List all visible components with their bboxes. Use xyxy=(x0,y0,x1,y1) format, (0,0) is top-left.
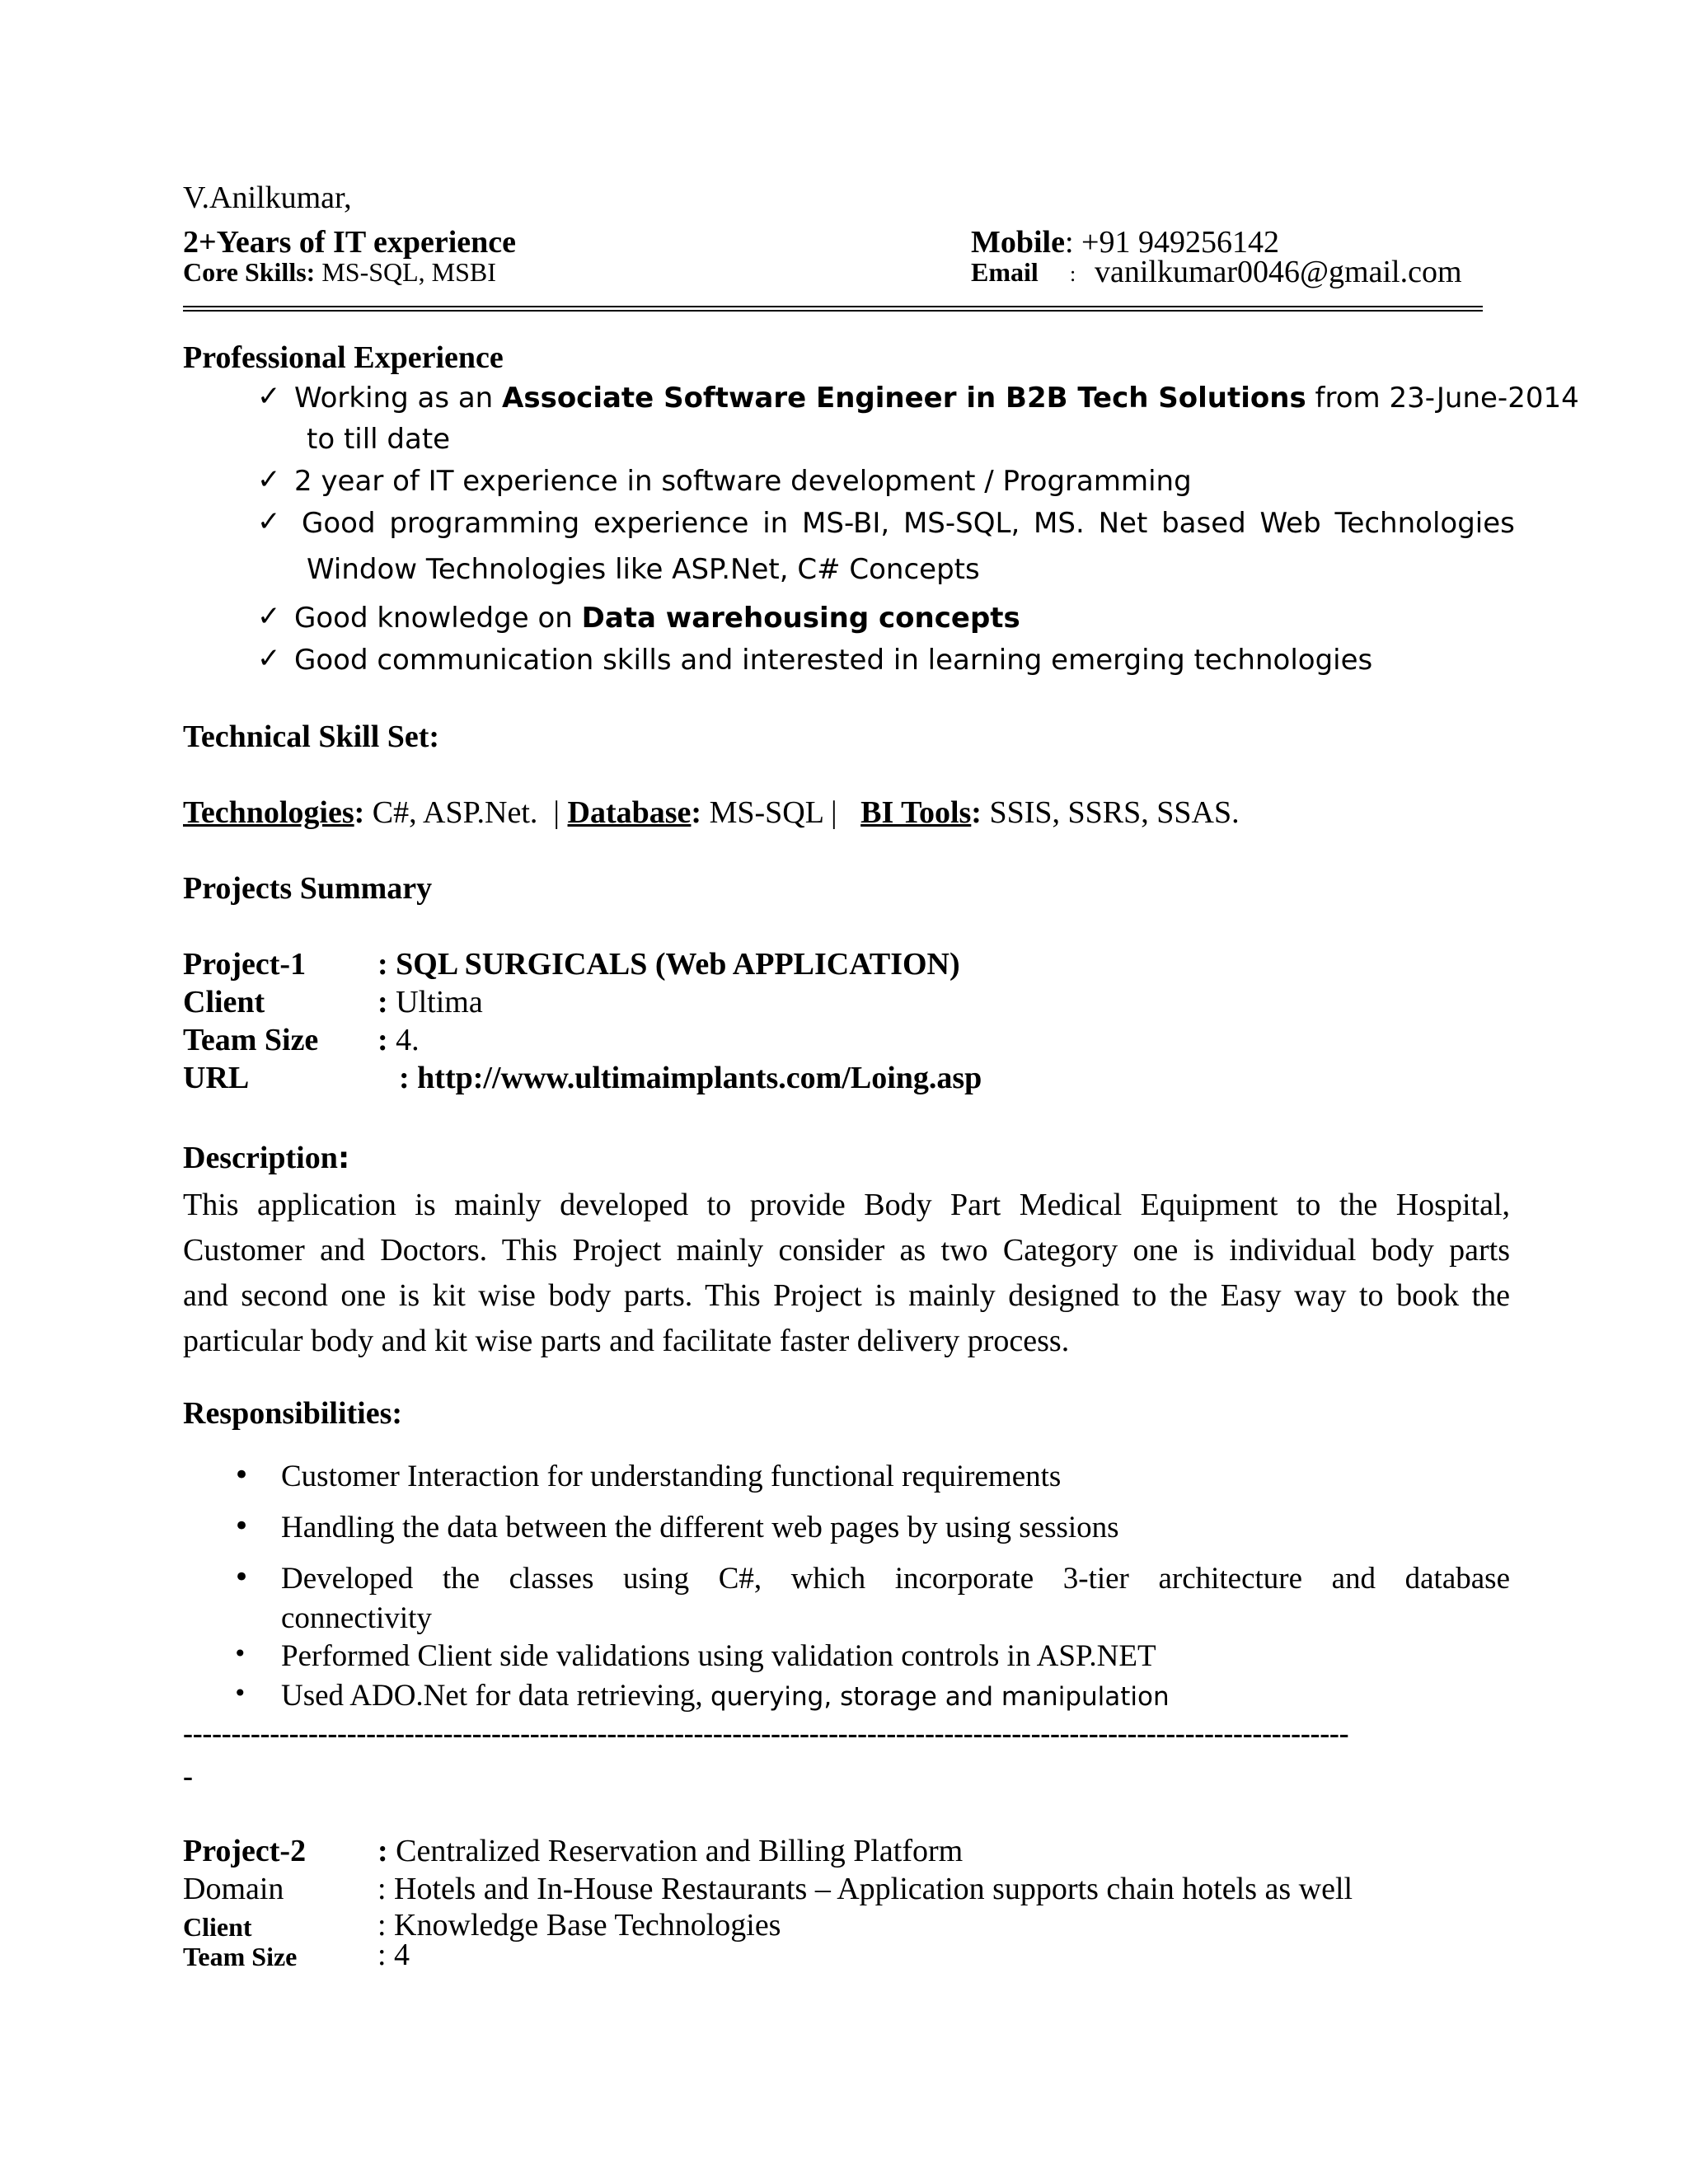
responsibility-5: Used ADO.Net for data retrieving, querying, storage and manipulation xyxy=(281,1679,1170,1713)
bi-tools-label: BI Tools xyxy=(860,795,972,830)
experience-summary: 2+Years of IT experience xyxy=(183,225,517,260)
experience-item-5: Good communication skills and interested in learning emerging technologies xyxy=(294,644,1373,677)
core-skills-label: Core Skills: xyxy=(183,257,316,287)
project2-domain-value: : Hotels and In-House Restaurants – Application supports chain hotels as well xyxy=(377,1872,1353,1906)
header-rule-bottom xyxy=(183,310,1483,312)
responsibility-2: Handling the data between the different web pages by using sessions xyxy=(281,1511,1119,1544)
project1-team-label: Team Size xyxy=(183,1023,319,1057)
experience-item-3-cont: Window Technologies like ASP.Net, C# Concepts xyxy=(307,553,980,586)
bullet-icon: • xyxy=(233,1561,251,1594)
header-rule-top xyxy=(183,306,1483,307)
description-title: Description: xyxy=(183,1141,350,1175)
technical-skills-line: Technologies: C#, ASP.Net. | Database: MS-SQL | BI Tools: SSIS, SSRS, SSAS. xyxy=(183,795,1240,830)
responsibilities-title: Responsibilities: xyxy=(183,1396,403,1431)
project1-client-label: Client xyxy=(183,985,265,1019)
project1-team-value: : 4. xyxy=(377,1023,420,1057)
section-separator: ------------------------------------------------------------------------------------------------------------------------- xyxy=(183,1717,1349,1750)
project2-client-label: Client xyxy=(183,1912,252,1942)
section-title-technical-skills: Technical Skill Set: xyxy=(183,719,440,754)
technologies-label: Technologies xyxy=(183,795,354,830)
mobile-value: : +91 949256142 xyxy=(1064,225,1279,260)
description-line-3: and second one is kit wise body parts. This Project is mainly designed to the Easy way to book the xyxy=(183,1278,1510,1313)
check-icon: ✓ xyxy=(257,505,281,538)
mobile-label: Mobile xyxy=(971,225,1065,260)
bi-tools-value: SSIS, SSRS, SSAS. xyxy=(981,795,1240,830)
project2-client-value: : Knowledge Base Technologies xyxy=(377,1908,781,1943)
description-line-1: This application is mainly developed to provide Body Part Medical Equipment to the Hospital, xyxy=(183,1188,1510,1222)
bullet-icon: • xyxy=(233,1510,251,1543)
technologies-value: C#, ASP.Net. | xyxy=(364,795,568,830)
responsibility-3-cont: connectivity xyxy=(281,1601,432,1635)
candidate-name: V.Anilkumar, xyxy=(183,180,352,215)
responsibility-3: Developed the classes using C#, which incorporate 3-tier architecture and database xyxy=(281,1562,1510,1596)
check-icon: ✓ xyxy=(257,642,281,675)
project1-label: Project-1 xyxy=(183,947,307,982)
project1-value: : SQL SURGICALS (Web APPLICATION) xyxy=(377,947,960,982)
bullet-icon: • xyxy=(233,1680,247,1707)
experience-item-3: Good programming experience in MS-BI, MS-SQL, MS. Net based Web Technologies xyxy=(302,507,1515,540)
project1-url-label: URL xyxy=(183,1061,250,1095)
check-icon: ✓ xyxy=(257,380,281,413)
project2-label: Project-2 xyxy=(183,1834,307,1868)
project2-team-value: : 4 xyxy=(377,1938,410,1972)
project1-url-value: : http://www.ultimaimplants.com/Loing.asp xyxy=(399,1061,982,1095)
experience-item-1: Working as an Associate Software Engineer in B2B Tech Solutions from 23-June-2014 xyxy=(294,382,1579,415)
project2-team-label: Team Size xyxy=(183,1942,298,1971)
database-label: Database xyxy=(567,795,692,830)
bullet-icon: • xyxy=(233,1640,247,1667)
experience-item-4: Good knowledge on Data warehousing concepts xyxy=(294,602,1020,635)
section-separator-tail: - xyxy=(183,1760,193,1793)
check-icon: ✓ xyxy=(257,600,281,633)
responsibility-4: Performed Client side validations using validation controls in ASP.NET xyxy=(281,1639,1156,1673)
description-line-2: Customer and Doctors. This Project mainly consider as two Category one is individual body parts xyxy=(183,1233,1510,1268)
check-icon: ✓ xyxy=(257,463,281,496)
experience-item-1-cont: to till date xyxy=(307,423,451,456)
project1-client-value: : Ultima xyxy=(377,985,483,1019)
responsibility-1: Customer Interaction for understanding functional requirements xyxy=(281,1460,1062,1493)
description-line-4: particular body and kit wise parts and facilitate faster delivery process. xyxy=(183,1324,1070,1358)
section-title-projects: Projects Summary xyxy=(183,871,433,906)
section-title-professional-experience: Professional Experience xyxy=(183,340,504,375)
project2-domain-label: Domain xyxy=(183,1872,284,1906)
core-skills-value: MS-SQL, MSBI xyxy=(315,257,496,287)
database-value: MS-SQL | xyxy=(701,795,861,830)
email-value: vanilkumar0046@gmail.com xyxy=(1095,255,1462,289)
email-label: Email xyxy=(971,257,1039,287)
email-separator: : xyxy=(1070,262,1076,286)
project2-value: : Centralized Reservation and Billing Platform xyxy=(377,1834,964,1868)
experience-item-2: 2 year of IT experience in software development / Programming xyxy=(294,465,1192,498)
core-skills xyxy=(183,257,496,288)
bullet-icon: • xyxy=(233,1459,251,1492)
